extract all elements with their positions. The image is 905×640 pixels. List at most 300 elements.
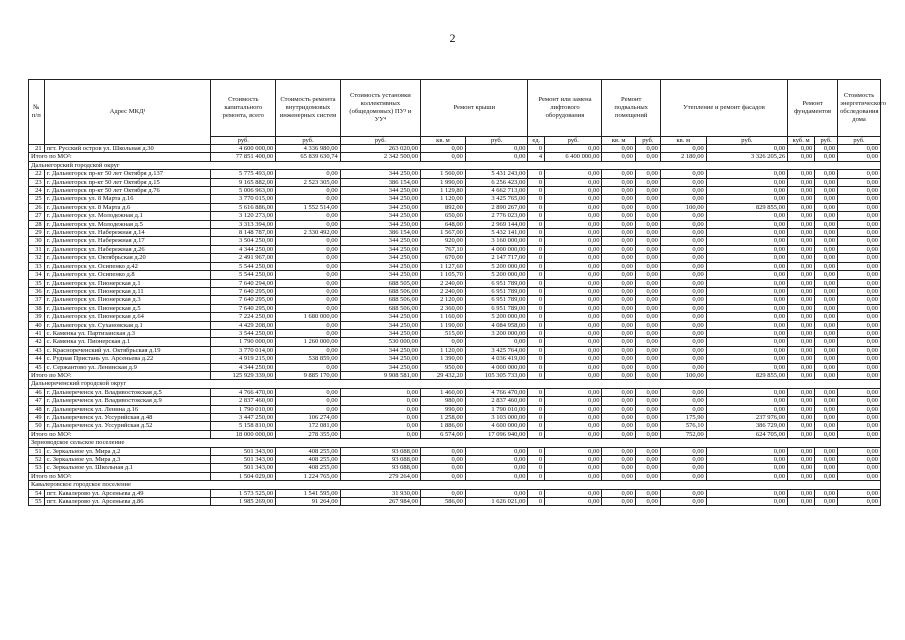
- table-cell: 0,00: [660, 229, 706, 237]
- table-cell: 0,00: [788, 321, 815, 329]
- table-cell: 1 120,00: [421, 195, 466, 203]
- table-cell: 344 250,00: [340, 187, 420, 195]
- table-cell: 0,00: [602, 287, 635, 295]
- row-number: 33: [29, 262, 45, 270]
- total-cell: 0,00: [545, 371, 602, 379]
- table-cell: 0,00: [660, 355, 706, 363]
- total-cell: 0,00: [465, 472, 528, 480]
- row-address: г. Дальнегорск ул. Набережная д.17: [44, 237, 211, 245]
- table-cell: 0,00: [788, 245, 815, 253]
- table-cell: 0: [528, 304, 545, 312]
- row-address: г. Дальнегорск ул. Пионерская д.64: [44, 313, 211, 321]
- table-cell: 0,00: [340, 388, 420, 396]
- table-cell: 0,00: [545, 397, 602, 405]
- table-cell: 688 506,00: [340, 304, 420, 312]
- total-cell: 0,00: [660, 472, 706, 480]
- table-cell: 0,00: [660, 271, 706, 279]
- page-number: 2: [449, 31, 456, 45]
- table-cell: 386 154,00: [340, 229, 420, 237]
- table-cell: 0,00: [706, 296, 787, 304]
- table-row: [29, 178, 881, 186]
- table-cell: 0,00: [706, 304, 787, 312]
- section-row: [29, 161, 881, 169]
- total-row: [29, 430, 881, 438]
- table-cell: 0,00: [788, 464, 815, 472]
- table-cell: 0,00: [706, 220, 787, 228]
- table-cell: 9 165 882,00: [211, 178, 276, 186]
- table-cell: 1 120,00: [421, 346, 466, 354]
- row-number: 34: [29, 271, 45, 279]
- table-cell: 0,00: [706, 229, 787, 237]
- table-cell: 0,00: [788, 287, 815, 295]
- table-row: [29, 145, 881, 153]
- total-cell: 752,00: [660, 430, 706, 438]
- table-row: [29, 388, 881, 396]
- table-cell: 0,00: [815, 254, 838, 262]
- table-cell: 0,00: [545, 498, 602, 506]
- table-cell: 0,00: [602, 346, 635, 354]
- table-cell: 1 790 010,00: [465, 405, 528, 413]
- table-cell: 0,00: [660, 464, 706, 472]
- table-cell: 0,00: [635, 287, 660, 295]
- table-cell: 0,00: [815, 187, 838, 195]
- table-cell: 0,00: [838, 355, 881, 363]
- table-cell: 0,00: [706, 170, 787, 178]
- table-cell: 0,00: [815, 220, 838, 228]
- table-row: [29, 271, 881, 279]
- table-cell: 0,00: [545, 287, 602, 295]
- table-cell: 0: [528, 178, 545, 186]
- table-cell: 4 084 958,00: [465, 321, 528, 329]
- total-cell: 29 432,20: [421, 371, 466, 379]
- table-cell: 7 640 294,00: [211, 279, 276, 287]
- table-cell: 5 200 000,00: [465, 271, 528, 279]
- table-cell: 0,00: [276, 220, 341, 228]
- table-row: [29, 229, 881, 237]
- table-cell: 0,00: [276, 329, 341, 337]
- unit-cell: кв. м: [602, 137, 635, 145]
- header-facade: Утепление и ремонт фасадов: [660, 80, 787, 137]
- table-cell: 0,00: [788, 279, 815, 287]
- row-number: 22: [29, 170, 45, 178]
- table-cell: 0,00: [706, 388, 787, 396]
- table-cell: 0,00: [602, 212, 635, 220]
- table-cell: 0,00: [706, 397, 787, 405]
- total-cell: 65 839 630,74: [276, 153, 341, 161]
- table-cell: 4 000 000,00: [465, 363, 528, 371]
- table-cell: 0,00: [815, 245, 838, 253]
- table-cell: 0,00: [276, 212, 341, 220]
- table-cell: 0,00: [838, 321, 881, 329]
- table-cell: 3 200 000,00: [465, 329, 528, 337]
- table-cell: 0,00: [545, 178, 602, 186]
- table-cell: 0,00: [465, 489, 528, 497]
- table-cell: 0,00: [635, 346, 660, 354]
- table-cell: 0,00: [276, 170, 341, 178]
- row-address: г. Дальнереченск ул. Владивостокская д.9: [44, 397, 211, 405]
- table-cell: 0,00: [276, 397, 341, 405]
- table-cell: 344 250,00: [340, 212, 420, 220]
- table-row: [29, 397, 881, 405]
- table-cell: 2 837 460,00: [211, 397, 276, 405]
- table-cell: 0,00: [545, 229, 602, 237]
- table-cell: 2 240,00: [421, 279, 466, 287]
- table-cell: 0,00: [815, 422, 838, 430]
- table-row: [29, 212, 881, 220]
- table-cell: 2 240,00: [421, 287, 466, 295]
- table-cell: 344 250,00: [340, 262, 420, 270]
- table-cell: 0: [528, 220, 545, 228]
- table-row: [29, 254, 881, 262]
- table-cell: 0,00: [276, 271, 341, 279]
- table-cell: 2 360,00: [421, 304, 466, 312]
- total-cell: 77 851 400,00: [211, 153, 276, 161]
- total-cell: 0,00: [635, 472, 660, 480]
- table-cell: 0: [528, 355, 545, 363]
- table-cell: 0,00: [838, 212, 881, 220]
- capital-repair-table: [28, 79, 886, 506]
- table-cell: 0,00: [276, 321, 341, 329]
- table-cell: 0,00: [602, 464, 635, 472]
- header-num: № п/п: [29, 80, 45, 145]
- total-cell: 0,00: [602, 153, 635, 161]
- table-cell: 5 431 243,00: [465, 170, 528, 178]
- table-cell: 0: [528, 254, 545, 262]
- table-cell: 3 504 250,00: [211, 237, 276, 245]
- table-cell: 0,00: [602, 237, 635, 245]
- table-cell: 0,00: [635, 187, 660, 195]
- table-cell: 0,00: [545, 271, 602, 279]
- table-cell: 0,00: [421, 464, 466, 472]
- table-cell: 0,00: [838, 456, 881, 464]
- row-address: с. Каменка ул. Партизанская д.3: [44, 329, 211, 337]
- total-cell: 2 180,00: [660, 153, 706, 161]
- table-cell: 0,00: [838, 405, 881, 413]
- table-cell: 0,00: [788, 170, 815, 178]
- table-cell: 0,00: [276, 195, 341, 203]
- table-cell: 538 859,00: [276, 355, 341, 363]
- table-cell: 0,00: [602, 245, 635, 253]
- header-internal-systems: Стоимость ремонта внутридомовых инженерных систем: [276, 80, 341, 137]
- table-cell: 0: [528, 287, 545, 295]
- total-cell: 0,00: [788, 472, 815, 480]
- unit-cell: кв. м: [421, 137, 466, 145]
- table-cell: 408 255,00: [276, 456, 341, 464]
- table-cell: 0,00: [706, 489, 787, 497]
- table-cell: 0,00: [276, 287, 341, 295]
- table-cell: 1 258,00: [421, 414, 466, 422]
- table-cell: 0,00: [635, 498, 660, 506]
- table-cell: 6 951 789,00: [465, 304, 528, 312]
- table-cell: 0,00: [815, 464, 838, 472]
- table-cell: 0,00: [602, 271, 635, 279]
- total-cell: 0,00: [838, 430, 881, 438]
- table-cell: 2 120,00: [421, 296, 466, 304]
- row-number: 47: [29, 397, 45, 405]
- table-cell: 0,00: [340, 414, 420, 422]
- row-number: 32: [29, 254, 45, 262]
- table-cell: 0,00: [545, 355, 602, 363]
- row-address: с. Зеркальное ул. Мира д.2: [44, 447, 211, 455]
- table-cell: 0,00: [815, 170, 838, 178]
- row-number: 49: [29, 414, 45, 422]
- table-cell: 0,00: [815, 145, 838, 153]
- table-cell: 0,00: [706, 405, 787, 413]
- table-cell: 0: [528, 498, 545, 506]
- table-cell: 31 930,00: [340, 489, 420, 497]
- row-number: 54: [29, 489, 45, 497]
- table-cell: 3 770 014,00: [211, 346, 276, 354]
- table-cell: 0,00: [276, 388, 341, 396]
- table-cell: 1 129,80: [421, 187, 466, 195]
- unit-cell: ед.: [528, 137, 545, 145]
- table-cell: 0,00: [635, 195, 660, 203]
- table-cell: 0,00: [838, 262, 881, 270]
- table-cell: 0,00: [465, 145, 528, 153]
- table-cell: 6 951 789,00: [465, 296, 528, 304]
- table-cell: 0,00: [660, 405, 706, 413]
- table-cell: 0,00: [660, 313, 706, 321]
- row-address: г. Дальнегорск ул. Осипенко д.8: [44, 271, 211, 279]
- table-cell: 8 148 787,00: [211, 229, 276, 237]
- table-cell: 0: [528, 346, 545, 354]
- table-cell: 0,00: [602, 498, 635, 506]
- table-cell: 0: [528, 170, 545, 178]
- table-cell: 93 088,00: [340, 447, 420, 455]
- table-cell: 0: [528, 489, 545, 497]
- table-cell: 0,00: [635, 414, 660, 422]
- unit-cell: руб.: [545, 137, 602, 145]
- table-cell: 0: [528, 405, 545, 413]
- table-cell: 0,00: [602, 262, 635, 270]
- table-cell: 0,00: [815, 313, 838, 321]
- table-cell: 0,00: [788, 203, 815, 211]
- total-cell: 624 705,00: [706, 430, 787, 438]
- total-cell: 278 355,00: [276, 430, 341, 438]
- table-row: [29, 329, 881, 337]
- row-number: 41: [29, 329, 45, 337]
- total-cell: 0,00: [788, 153, 815, 161]
- table-cell: 3 313 394,00: [211, 220, 276, 228]
- table-cell: 93 088,00: [340, 464, 420, 472]
- row-address: г. Дальнегорск ул. Пионерская д.5: [44, 304, 211, 312]
- total-cell: 0,00: [815, 153, 838, 161]
- table-cell: 0,00: [276, 254, 341, 262]
- table-cell: 5 158 810,00: [211, 422, 276, 430]
- total-cell: 0,00: [340, 430, 420, 438]
- row-number: 39: [29, 313, 45, 321]
- table-cell: 0,00: [815, 279, 838, 287]
- table-cell: 0,00: [602, 178, 635, 186]
- table-cell: 0,00: [706, 313, 787, 321]
- table-cell: 6 256 423,00: [465, 178, 528, 186]
- table-cell: 344 250,00: [340, 271, 420, 279]
- table-cell: 0,00: [602, 405, 635, 413]
- table-cell: 0,00: [660, 447, 706, 455]
- table-cell: 0,00: [838, 237, 881, 245]
- row-number: 45: [29, 363, 45, 371]
- table-cell: 0,00: [815, 296, 838, 304]
- table-cell: 829 855,00: [706, 203, 787, 211]
- table-cell: 0,00: [545, 464, 602, 472]
- table-cell: 344 250,00: [340, 254, 420, 262]
- table-cell: 0,00: [545, 220, 602, 228]
- table-cell: 0,00: [706, 346, 787, 354]
- table-cell: 0,00: [276, 187, 341, 195]
- table-cell: 0,00: [815, 355, 838, 363]
- table-cell: 0,00: [421, 489, 466, 497]
- table-cell: 0,00: [788, 229, 815, 237]
- table-cell: 0,00: [706, 178, 787, 186]
- table-cell: 0,00: [660, 329, 706, 337]
- total-cell: 0,00: [838, 472, 881, 480]
- table-cell: 0,00: [788, 447, 815, 455]
- table-row: [29, 464, 881, 472]
- row-number: 26: [29, 203, 45, 211]
- table-cell: 0,00: [635, 447, 660, 455]
- unit-cell: руб.: [211, 137, 276, 145]
- table-cell: 0,00: [706, 237, 787, 245]
- table-cell: 0,00: [635, 245, 660, 253]
- table-cell: 0,00: [660, 489, 706, 497]
- total-label: Итого по МО²:: [29, 153, 211, 161]
- table-cell: 0,00: [635, 220, 660, 228]
- table-cell: 4 336 980,00: [276, 145, 341, 153]
- table-cell: 0,00: [838, 187, 881, 195]
- table-cell: 0,00: [340, 405, 420, 413]
- table-row: [29, 313, 881, 321]
- table-cell: 0,00: [602, 456, 635, 464]
- total-cell: 0: [528, 371, 545, 379]
- table-cell: 0,00: [788, 338, 815, 346]
- table-cell: 688 506,00: [340, 296, 420, 304]
- table-cell: 0,00: [706, 187, 787, 195]
- table-row: [29, 296, 881, 304]
- table-cell: 0,00: [838, 346, 881, 354]
- table-cell: 2 890 267,00: [465, 203, 528, 211]
- table-cell: 0,00: [706, 355, 787, 363]
- table-cell: 0,00: [788, 388, 815, 396]
- table-cell: 0,00: [545, 388, 602, 396]
- table-cell: 648,00: [421, 220, 466, 228]
- table-cell: 0: [528, 195, 545, 203]
- table-cell: 0,00: [660, 304, 706, 312]
- table-cell: 0,00: [276, 405, 341, 413]
- total-label: Итого по МО²:: [29, 371, 211, 379]
- table-cell: 4 000 000,00: [465, 245, 528, 253]
- row-address: с. Зеркальное ул. Мира д.3: [44, 456, 211, 464]
- row-address: г. Дальнегорск ул. Набережная д.26: [44, 245, 211, 253]
- table-cell: 0,00: [706, 254, 787, 262]
- row-address: с. Каменка ул. Пионерская д.1: [44, 338, 211, 346]
- table-cell: 767,10: [421, 245, 466, 253]
- total-cell: 0,00: [635, 430, 660, 438]
- row-number: 29: [29, 229, 45, 237]
- table-cell: 1 990,00: [421, 178, 466, 186]
- row-address: г. Дальнегорск ул. Молодежная д.1: [44, 212, 211, 220]
- table-cell: 0,00: [276, 279, 341, 287]
- table-cell: 0,00: [815, 229, 838, 237]
- table-cell: 0,00: [276, 296, 341, 304]
- table-cell: 0,00: [545, 296, 602, 304]
- table-cell: 0,00: [545, 254, 602, 262]
- row-number: 30: [29, 237, 45, 245]
- total-cell: 1 504 029,00: [211, 472, 276, 480]
- table-cell: 0,00: [635, 363, 660, 371]
- table-cell: 0,00: [838, 304, 881, 312]
- table-cell: 0,00: [838, 296, 881, 304]
- table-cell: 344 250,00: [340, 363, 420, 371]
- total-cell: 0,00: [706, 472, 787, 480]
- table-cell: 0,00: [635, 229, 660, 237]
- table-cell: 0,00: [602, 355, 635, 363]
- table-cell: 5 200 000,00: [465, 262, 528, 270]
- table-cell: 0,00: [815, 489, 838, 497]
- table-cell: 0,00: [788, 397, 815, 405]
- table-cell: 1 260 000,00: [276, 338, 341, 346]
- table-cell: 0,00: [276, 237, 341, 245]
- table-cell: 0,00: [276, 262, 341, 270]
- table-cell: 1 127,60: [421, 262, 466, 270]
- total-cell: 0,00: [602, 371, 635, 379]
- table-cell: 408 255,00: [276, 464, 341, 472]
- table-cell: 0,00: [815, 287, 838, 295]
- table-cell: 0,00: [635, 170, 660, 178]
- table-cell: 0,00: [706, 338, 787, 346]
- row-number: 24: [29, 187, 45, 195]
- table-cell: 0,00: [545, 338, 602, 346]
- table-cell: 7 224 250,00: [211, 313, 276, 321]
- table-cell: 2 147 717,00: [465, 254, 528, 262]
- table-cell: 4 766 470,00: [465, 388, 528, 396]
- table-cell: 0: [528, 237, 545, 245]
- row-address: г. Дальнегорск ул. Осипенко д.42: [44, 262, 211, 270]
- table-cell: 0,00: [602, 187, 635, 195]
- table-cell: 0,00: [838, 229, 881, 237]
- table-cell: 0,00: [788, 313, 815, 321]
- table-cell: 0,00: [545, 405, 602, 413]
- table-cell: 0,00: [660, 212, 706, 220]
- table-cell: 0,00: [838, 489, 881, 497]
- table-cell: 0,00: [545, 329, 602, 337]
- table-cell: 990,00: [421, 405, 466, 413]
- total-cell: 1 224 765,00: [276, 472, 341, 480]
- total-cell: 0: [528, 430, 545, 438]
- total-cell: 2 342 500,00: [340, 153, 420, 161]
- table-row: [29, 489, 881, 497]
- table-cell: 2 523 305,00: [276, 178, 341, 186]
- table-cell: 0,00: [788, 178, 815, 186]
- table-cell: 0,00: [706, 363, 787, 371]
- table-cell: 0,00: [602, 338, 635, 346]
- table-cell: 0,00: [706, 287, 787, 295]
- table-cell: 1 190,00: [421, 321, 466, 329]
- row-address: г. Дальнегорск ул. Сухановская д.1: [44, 321, 211, 329]
- table-cell: 344 250,00: [340, 355, 420, 363]
- table-cell: 0,00: [706, 464, 787, 472]
- table-cell: 688 506,00: [340, 287, 420, 295]
- total-row: [29, 371, 881, 379]
- table-cell: 0,00: [660, 245, 706, 253]
- table-cell: 0,00: [660, 178, 706, 186]
- table-cell: 100,00: [660, 203, 706, 211]
- table-cell: 0,00: [815, 271, 838, 279]
- table-cell: 1 541 595,00: [276, 489, 341, 497]
- table-cell: 0,00: [635, 296, 660, 304]
- table-cell: 0,00: [788, 456, 815, 464]
- table-cell: 4 344 250,00: [211, 245, 276, 253]
- table-cell: 0: [528, 397, 545, 405]
